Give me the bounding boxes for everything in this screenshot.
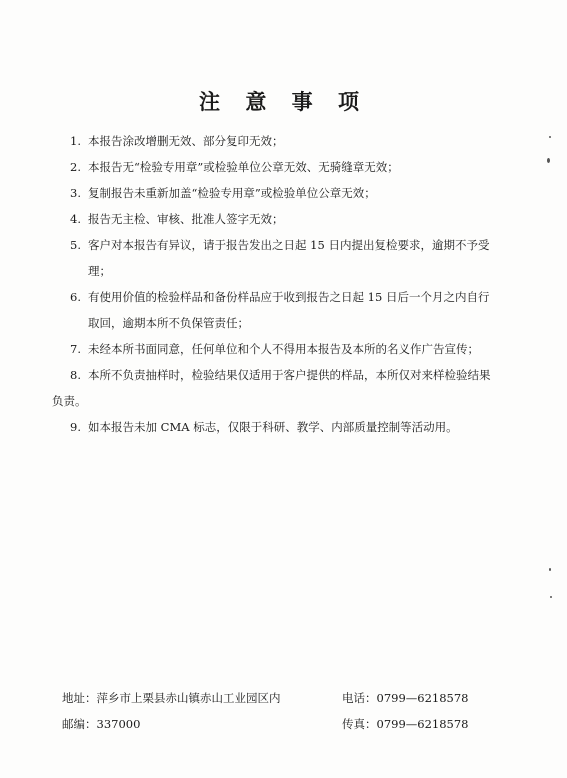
note-item-6: 6. 有使用价值的检验样品和备份样品应于收到报告之日起 15 日后一个月之内自行 xyxy=(70,290,490,304)
page-title: 注 意 事 项 xyxy=(199,89,368,114)
footer-phone: 电话：0799—6218578 xyxy=(342,691,469,705)
note-item-1: 1. 本报告涂改增删无效、部分复印无效； xyxy=(70,134,284,148)
note-item-3: 3. 复制报告未重新加盖“检验专用章”或检验单位公章无效； xyxy=(70,186,376,200)
scan-speck xyxy=(550,596,552,598)
note-item-8-cont: 负责。 xyxy=(52,394,87,408)
note-item-7: 7. 未经本所书面同意，任何单位和个人不得用本报告及本所的名义作广告宣传； xyxy=(70,342,479,356)
footer-fax: 传真：0799—6218578 xyxy=(342,717,469,731)
note-item-9: 9. 如本报告未加 CMA 标志，仅限于科研、教学、内部质量控制等活动用。 xyxy=(70,420,458,434)
note-item-4: 4. 报告无主检、审核、批准人签字无效； xyxy=(70,212,284,226)
footer-postcode: 邮编：337000 xyxy=(62,717,141,731)
scan-speck xyxy=(549,568,551,571)
note-item-5: 5. 客户对本报告有异议，请于报告发出之日起 15 日内提出复检要求，逾期不予受 xyxy=(70,238,490,252)
note-item-6-cont: 取回，逾期本所不负保管责任； xyxy=(88,316,249,330)
note-item-8: 8. 本所不负责抽样时，检验结果仅适用于客户提供的样品，本所仅对来样检验结果 xyxy=(70,368,491,382)
footer-address: 地址：萍乡市上栗县赤山镇赤山工业园区内 xyxy=(62,691,281,705)
scan-speck xyxy=(549,136,551,138)
note-item-5-cont: 理； xyxy=(88,264,111,278)
note-item-2: 2. 本报告无“检验专用章”或检验单位公章无效、无骑缝章无效； xyxy=(70,160,399,174)
scan-speck xyxy=(547,158,550,163)
